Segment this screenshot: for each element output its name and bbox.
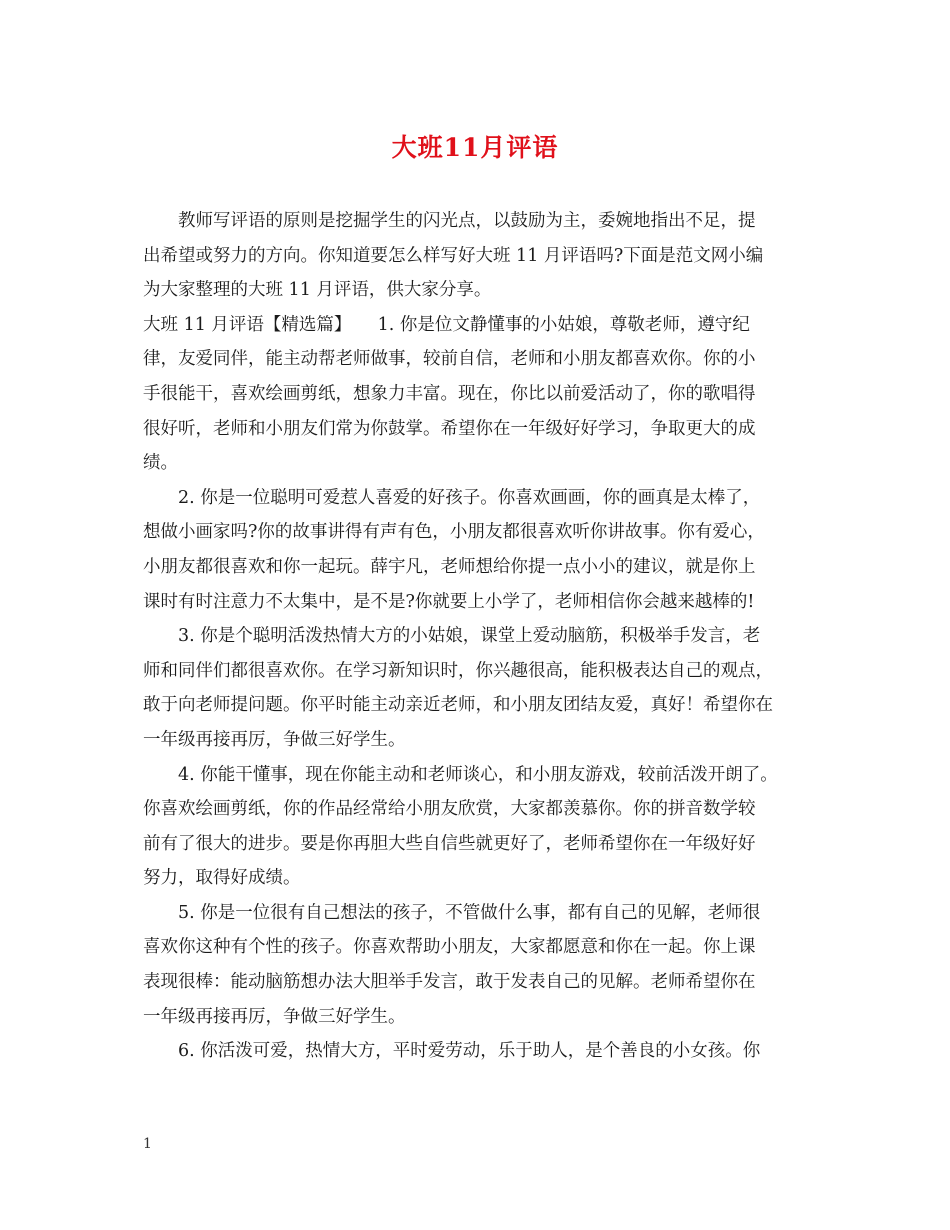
page-number: 1 [143, 1136, 152, 1152]
body-line: 3. 你是个聪明活泼热情大方的小姑娘，课堂上爱动脑筋，积极举手发言，老 [178, 626, 761, 647]
body-line: 努力，取得好成绩。 [143, 868, 301, 889]
body-line: 一年级再接再厉，争做三好学生。 [143, 729, 406, 750]
body-line: 律，友爱同伴，能主动帮老师做事，较前自信，老师和小朋友都喜欢你。你的小 [143, 349, 756, 370]
body-line: 喜欢你这种有个性的孩子。你喜欢帮助小朋友，大家都愿意和你在一起。你上课 [143, 937, 756, 958]
body-line: 6. 你活泼可爱，热情大方，平时爱劳动，乐于助人，是个善良的小女孩。你 [178, 1041, 761, 1062]
document-body [143, 204, 818, 1069]
body-line: 你喜欢绘画剪纸，你的作品经常给小朋友欣赏，大家都羡慕你。你的拼音数学较 [143, 799, 756, 820]
body-line: 课时有时注意力不太集中，是不是?你就要上小学了，老师相信你会越来越棒的! [143, 591, 755, 612]
body-line: 5. 你是一位很有自己想法的孩子，不管做什么事，都有自己的见解，老师很 [178, 902, 761, 923]
body-line: 教师写评语的原则是挖掘学生的闪光点，以鼓励为主，委婉地指出不足，提 [178, 211, 756, 231]
body-line: 想做小画家吗?你的故事讲得有声有色，小朋友都很喜欢听你讲故事。你有爱心， [143, 522, 765, 543]
body-line: 手很能干，喜欢绘画剪纸，想象力丰富。现在，你比以前爱活动了，你的歌唱得 [143, 383, 756, 404]
body-line: 为大家整理的大班 11 月评语，供大家分享。 [143, 280, 492, 301]
body-line: 出希望或努力的方向。你知道要怎么样写好大班 11 月评语吗?下面是范文网小编 [143, 245, 764, 266]
body-line: 前有了很大的进步。要是你再胆大些自信些就更好了，老师希望你在一年级好好 [143, 833, 756, 854]
body-line: 绩。 [143, 453, 178, 474]
body-line: 2. 你是一位聪明可爱惹人喜爱的好孩子。你喜欢画画，你的画真是太棒了， [178, 487, 761, 508]
body-line: 敢于向老师提问题。你平时能主动亲近老师，和小朋友团结友爱，真好！希望你在 [143, 695, 773, 716]
body-line: 师和同伴们都很喜欢你。在学习新知识时，你兴趣很高，能积极表达自己的观点， [143, 660, 773, 681]
document-title: 大班11月评语 [391, 133, 559, 162]
body-line: 大班 11 月评语【精选篇】 1. 你是位文静懂事的小姑娘，尊敬老师，遵守纪 [143, 314, 750, 335]
body-line: 很好听，老师和小朋友们常为你鼓掌。希望你在一年级好好学习，争取更大的成 [143, 418, 756, 439]
body-line: 小朋友都很喜欢和你一起玩。薛宇凡，老师想给你提一点小小的建议，就是你上 [143, 556, 756, 577]
body-line: 表现很棒：能动脑筋想办法大胆举手发言，敢于发表自己的见解。老师希望你在 [143, 972, 756, 993]
body-line: 4. 你能干懂事，现在你能主动和老师谈心，和小朋友游戏，较前活泼开朗了。 [178, 764, 778, 785]
body-line: 一年级再接再厉，争做三好学生。 [143, 1006, 406, 1027]
